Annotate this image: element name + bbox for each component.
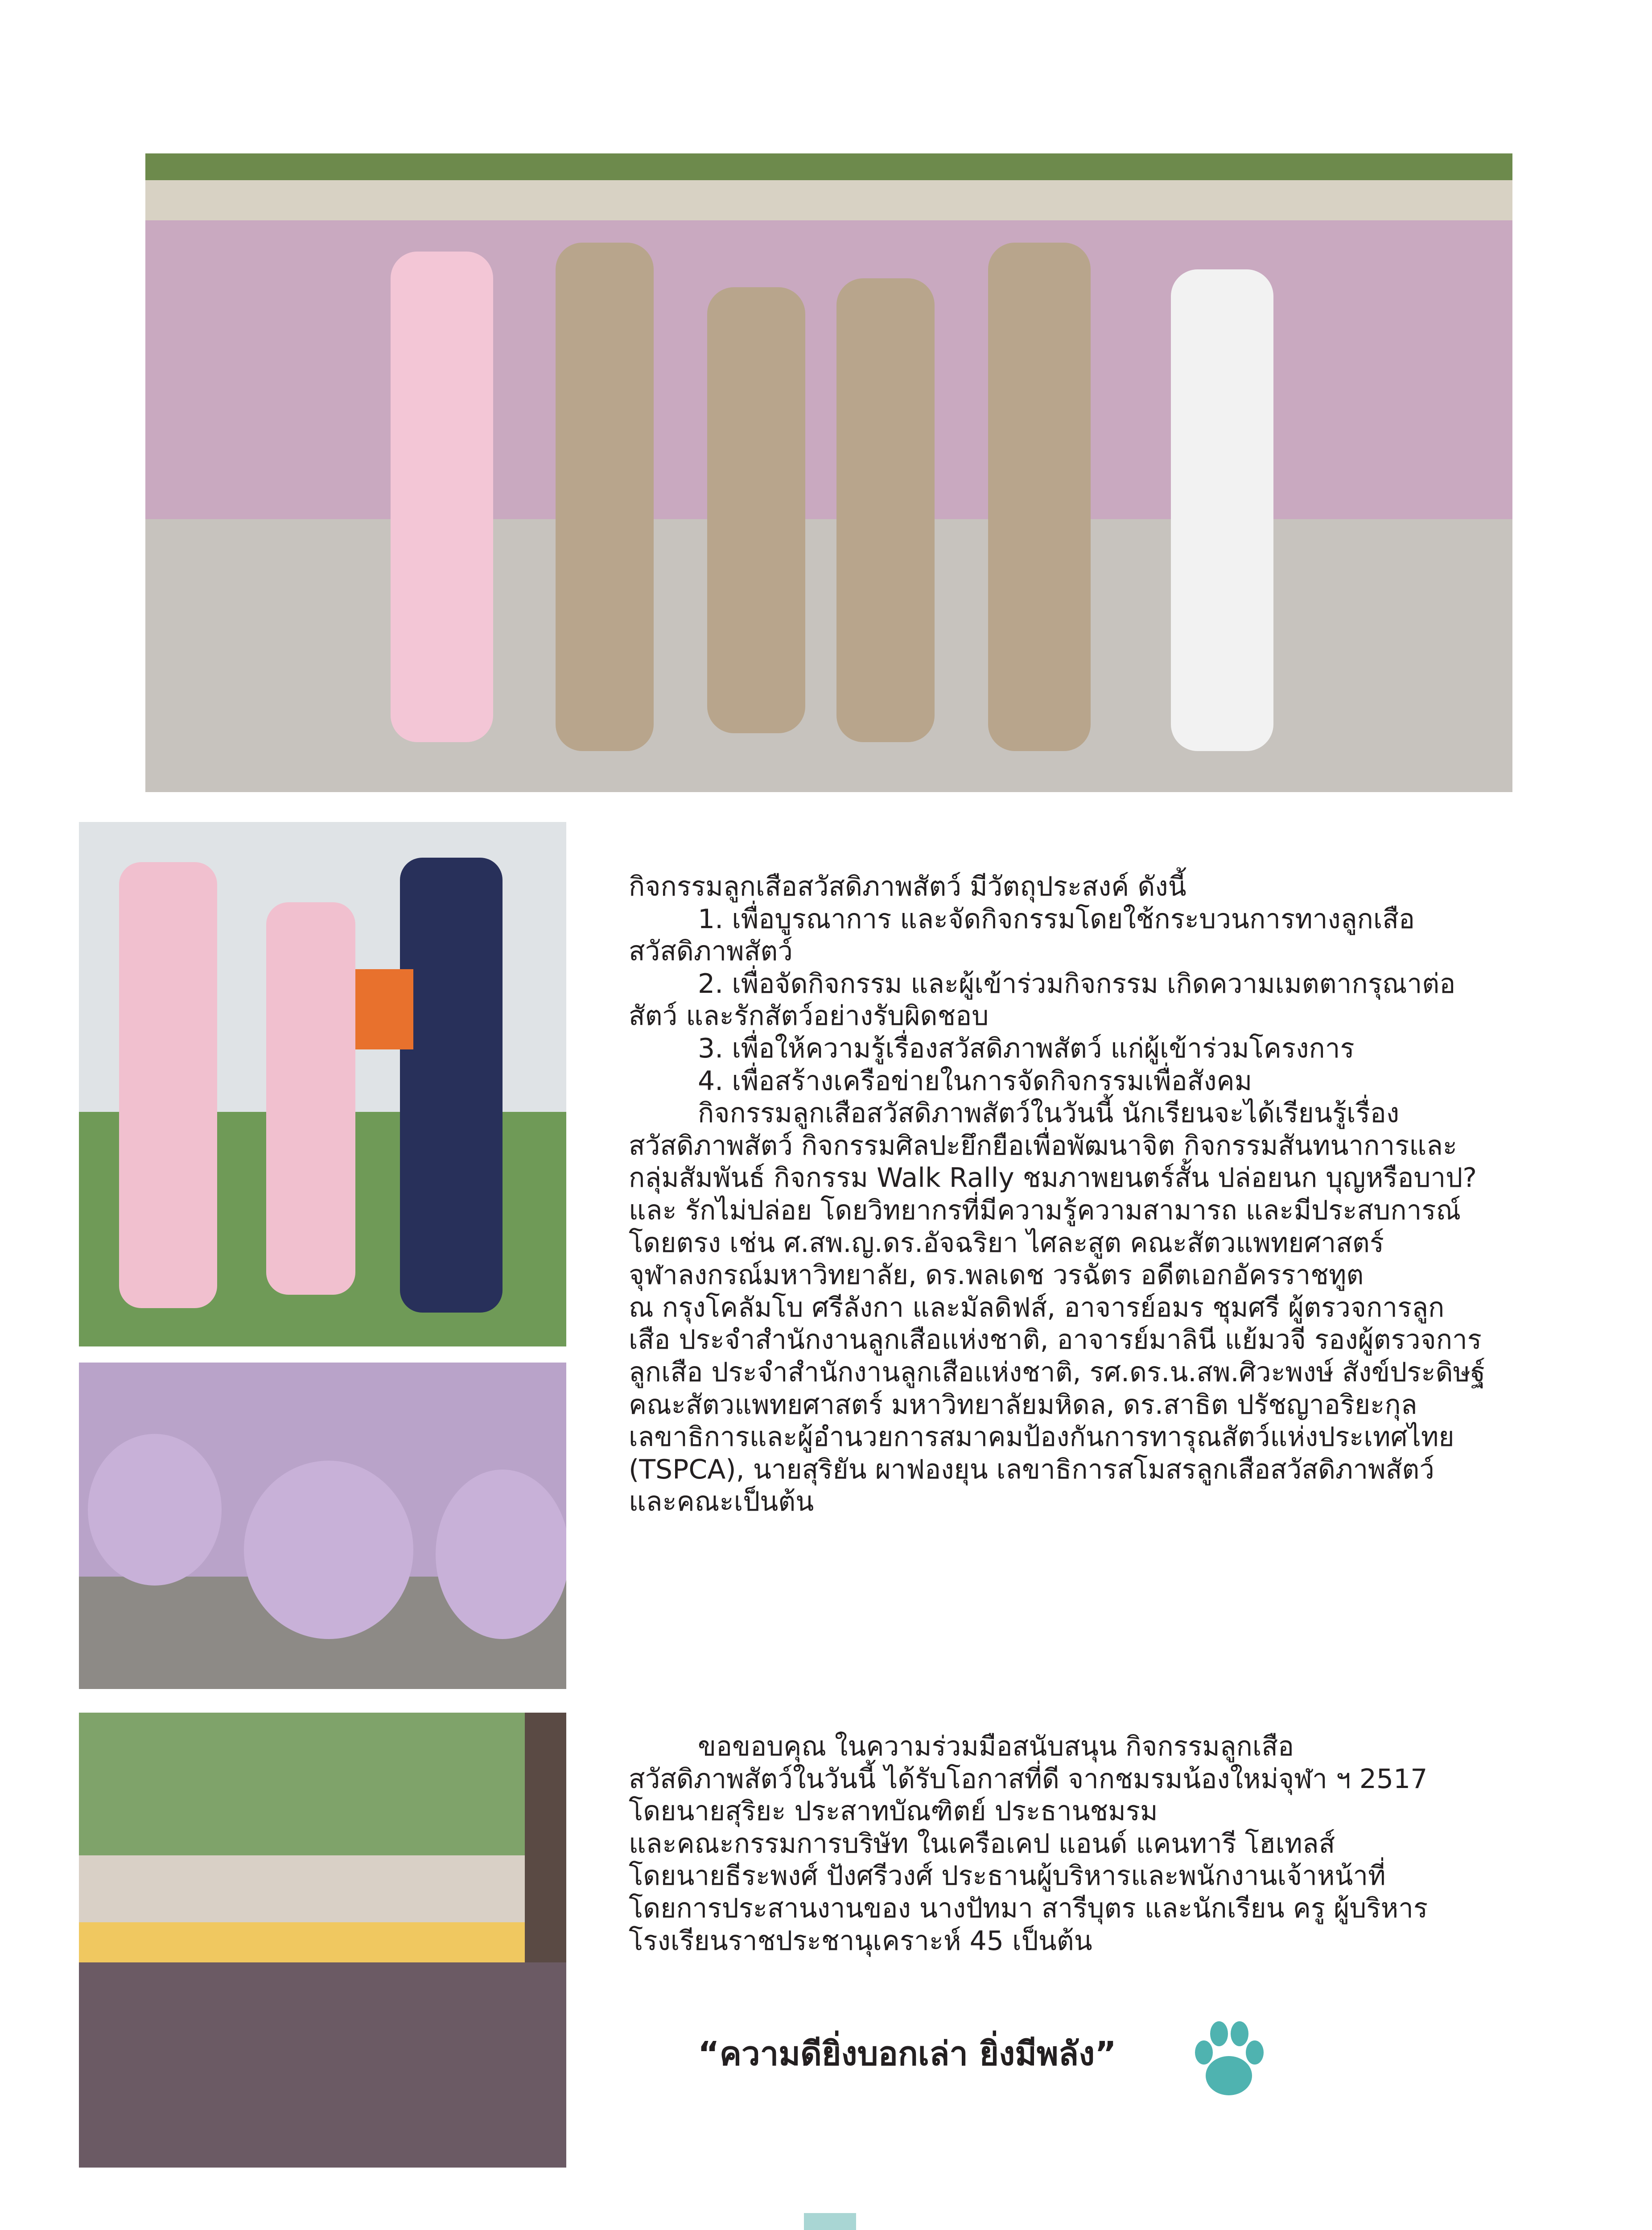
activity-line: กิจกรรมลูกเสือสวัสดิภาพสัตว์ในวันนี้ นักเรียนจะได้เรียนรู้เรื่อง bbox=[698, 1098, 1400, 1129]
activity-line: และคณะเป็นต้น bbox=[629, 1486, 814, 1518]
activity-line: (TSPCA), นายสุริยัน ผาฟองยุน เลขาธิการสโมสรลูกเสือสวัสดิภาพสัตว์ bbox=[629, 1454, 1435, 1485]
award-photo bbox=[79, 822, 566, 1346]
objective-2-line-2: สัตว์ และรักสัตว์อย่างรับผิดชอบ bbox=[629, 1000, 989, 1032]
slogan: “ความดียิ่งบอกเล่า ยิ่งมีพลัง” bbox=[698, 2035, 1116, 2073]
activity-line: จุฬาลงกรณ์มหาวิทยาลัย, ดร.พลเดช วรฉัตร อดีตเอกอัครราชทูต bbox=[629, 1260, 1364, 1291]
objective-1-line-1: 1. เพื่อบูรณาการ และจัดกิจกรรมโดยใช้กระบวนการทางลูกเสือ bbox=[698, 903, 1415, 935]
objective-3: 3. เพื่อให้ความรู้เรื่องสวัสดิภาพสัตว์ แก่ผู้เข้าร่วมโครงการ bbox=[698, 1032, 1355, 1064]
donation-event-photo bbox=[79, 1713, 566, 2168]
activity-line: สวัสดิภาพสัตว์ กิจกรรมศิลปะยึกยือเพื่อพัฒนาจิต กิจกรรมสันทนาการและ bbox=[629, 1130, 1458, 1161]
activity-line: เลขาธิการและผู้อำนวยการสมาคมป้องกันการทารุณสัตว์แห่งประเทศไทย bbox=[629, 1421, 1454, 1453]
activity-line: เสือ ประจำสำนักงานลูกเสือแห่งชาติ, อาจารย์มาลินี แย้มวจี รองผู้ตรวจการ bbox=[629, 1324, 1482, 1356]
activity-line: ณ กรุงโคลัมโบ ศรีลังกา และมัลดิฟส์, อาจารย์อมร ชุมศรี ผู้ตรวจการลูก bbox=[629, 1292, 1445, 1323]
thanks-line: โดยนายธีระพงศ์ ปังศรีวงศ์ ประธานผู้บริหารและพนักงานเจ้าหน้าที่ bbox=[629, 1860, 1386, 1892]
thanks-line: โดยการประสานงานของ นางปัทมา สารีบุตร และนักเรียน ครู ผู้บริหาร bbox=[629, 1892, 1428, 1924]
thanks-line: และคณะกรรมการบริษัท ในเครือเคป แอนด์ แคนทารี โฮเทลส์ bbox=[629, 1828, 1335, 1859]
thanks-line: ขอขอบคุณ ในความร่วมมือสนับสนุน กิจกรรมลูกเสือ bbox=[698, 1731, 1294, 1762]
activity-line: โดยตรง เช่น ศ.สพ.ญ.ดร.อัจฉริยา ไศละสูต คณะสัตวแพทยศาสตร์ bbox=[629, 1227, 1384, 1259]
activity-line: กลุ่มสัมพันธ์ กิจกรรม Walk Rally ชมภาพยนตร์สั้น ปล่อยนก บุญหรือบาป? bbox=[629, 1162, 1477, 1194]
thanks-line: สวัสดิภาพสัตว์ในวันนี้ ได้รับโอกาสที่ดี จากชมรมน้องใหม่จุฬา ฯ 2517 bbox=[629, 1763, 1428, 1795]
objective-2-line-1: 2. เพื่อจัดกิจกรรม และผู้เข้าร่วมกิจกรรม เกิดความเมตตากรุณาต่อ bbox=[698, 968, 1456, 999]
students-drawing-photo bbox=[79, 1363, 566, 1689]
page-number-tab bbox=[804, 2213, 856, 2230]
paw-print-icon bbox=[1190, 2014, 1268, 2102]
objective-4: 4. เพื่อสร้างเครือข่ายในการจัดกิจกรรมเพื่อสังคม bbox=[698, 1065, 1252, 1097]
activity-line: ลูกเสือ ประจำสำนักงานลูกเสือแห่งชาติ, รศ.ดร.น.สพ.ศิวะพงษ์ สังข์ประดิษฐ์ bbox=[629, 1356, 1486, 1388]
group-photo bbox=[145, 153, 1512, 792]
thanks-line: โดยนายสุริยะ ประสาทบัณฑิตย์ ประธานชมรม bbox=[629, 1796, 1158, 1827]
thanks-section bbox=[629, 1730, 1547, 1957]
activity-line: และ รักไม่ปล่อย โดยวิทยากรที่มีความรู้ความสามารถ และมีประสบการณ์ bbox=[629, 1194, 1461, 1226]
activity-line: คณะสัตวแพทยศาสตร์ มหาวิทยาลัยมหิดล, ดร.สาธิต ปรัชญาอริยะกุล bbox=[629, 1389, 1417, 1421]
thanks-line: โรงเรียนราชประชานุเคราะห์ 45 เป็นต้น bbox=[629, 1925, 1092, 1957]
objective-1-line-2: สวัสดิภาพสัตว์ bbox=[629, 936, 793, 967]
objectives-section bbox=[629, 871, 1547, 1518]
objectives-heading: กิจกรรมลูกเสือสวัสดิภาพสัตว์ มีวัตถุประสงค์ ดังนี้ bbox=[629, 871, 1186, 902]
